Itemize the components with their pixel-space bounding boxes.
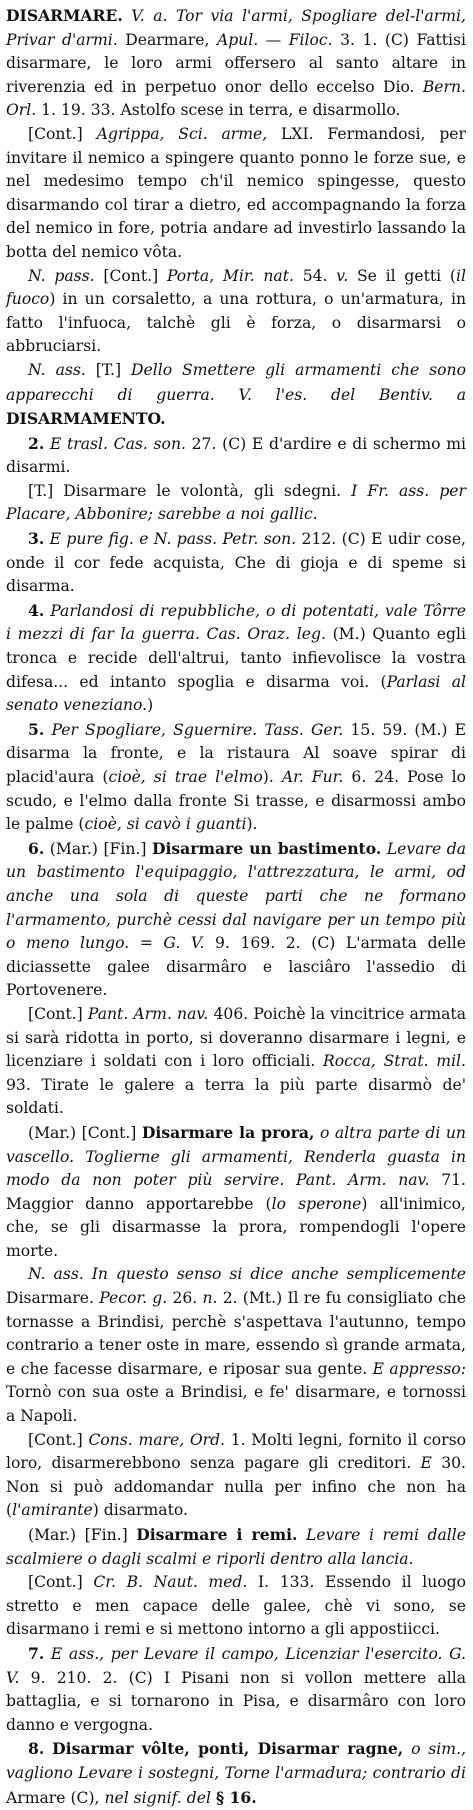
text-run: 1. Molti legni, fornito il corso loro, disarmerebbono senza pagare gli creditori.: [6, 1430, 467, 1473]
bold-text: DISARMAMENTO.: [6, 409, 166, 429]
italic-text: Levare da un bastimento l'equipaggio, l'attrezzatura, le armi, od anche una sola di queste parti che ne formano l'armamento, purchè cessi dal navigare per un tempo più o meno lungo. = G. V.: [6, 839, 466, 953]
entry-paragraph: [6, 432, 466, 480]
italic-text: l'amirante: [12, 1501, 93, 1520]
italic-text: cioè, si trae l'elmo: [108, 768, 263, 786]
italic-text: Agrippa, Sci. arme,: [96, 124, 268, 143]
bold-text: 5.: [28, 719, 45, 739]
entry-paragraph: [6, 1121, 466, 1264]
text-run: 26.: [167, 1289, 203, 1308]
italic-text: nel signif. del: [104, 1788, 211, 1807]
italic-text: E ass., per Levare il campo, Licenziar l'esercito. G. V.: [6, 1644, 466, 1687]
bold-text: 4.: [28, 600, 45, 620]
text-run: Tornò con sua oste a Brindisi, e fe' disarmare, e tornossi a Napoli.: [6, 1383, 466, 1426]
text-run: ) in un corsaletto, a una rottura, o un'armatura, in fatto l'infuoca, talchè gli è forza, o disarmarsi o abbruciarsi.: [6, 290, 466, 356]
italic-text: Bern. Orl.: [6, 77, 466, 120]
text-run: [Cont.]: [94, 266, 167, 285]
bold-text: 2.: [28, 433, 45, 453]
text-run: [123, 7, 131, 25]
italic-text: Pecor. g.: [99, 1289, 168, 1308]
text-run: ): [147, 696, 154, 715]
italic-text: Parlandosi di repubbliche, o di potentati, vale Tôrre i mezzi di far la guerra. Cas. Oraz. leg.: [6, 601, 466, 644]
italic-text: E pure fig. e N. pass. Petr. son.: [49, 530, 297, 549]
text-run: Dearmare,: [117, 30, 217, 49]
entry-paragraph: [6, 1523, 466, 1571]
dictionary-entry-disarmare: [6, 4, 466, 1810]
text-run: LXI. Fermandosi, per invitare il nemico a spingere quanto ponno le forze sue, e nel medesimo tempo ch'il nemico spingesse, questo disarmando col tirar a dietro, ed accompagnando la forza del nemico in fore, potria andare ad investirlo lassando la botta del nemico vôta.: [6, 124, 466, 261]
entry-paragraph: [6, 1642, 466, 1737]
italic-text: Ar. Fur.: [281, 768, 344, 786]
text-run: [44, 1645, 51, 1663]
text-run: ).: [262, 768, 282, 786]
text-run: [T.] Disarmare le volontà, gli sdegni.: [28, 481, 352, 500]
italic-text: cioè, si cavò i guanti: [84, 815, 247, 834]
entry-paragraph: [6, 599, 466, 718]
italic-text: Apul. — Filoc.: [216, 30, 333, 49]
text-run: [Cont.]: [28, 1573, 94, 1592]
italic-text: v.: [336, 266, 349, 285]
entry-paragraph: [6, 1737, 466, 1810]
text-run: [297, 1526, 306, 1544]
entry-paragraph: [6, 359, 466, 432]
entry-paragraph: [6, 527, 466, 599]
text-run: 3. 1. (C) Fattisi disarmare, le loro armi offersero al santo altare in riverenzia ed in perpetuo onor dello eccelso Dio.: [6, 30, 467, 96]
text-run: ) all'inimico, che, se gli disarmasse la prora, rompendogli l'opere morte.: [6, 1194, 466, 1260]
italic-text: Cr. B. Naut. med.: [93, 1573, 248, 1592]
text-run: 30. Non si può addomandar nulla per infino che non ha (: [6, 1454, 466, 1520]
bold-text: 7.: [28, 1643, 45, 1663]
italic-text: Parlasi al senato veneziano.: [6, 672, 466, 715]
italic-text: E appresso:: [372, 1359, 466, 1378]
text-run: [T.]: [85, 360, 131, 379]
text-run: Armare (C),: [6, 1788, 105, 1807]
italic-text: N. ass.: [28, 360, 86, 379]
italic-text: E: [420, 1454, 432, 1473]
text-run: 54.: [293, 266, 337, 285]
text-run: 15. 59. (M.) E disarma la fronte, e la ristaura Al soave spirar di placid'aura (: [6, 720, 467, 786]
italic-text: il fuoco: [6, 266, 467, 309]
italic-text: V. a. Tor via l'armi, Spogliare del-l'armi, Privar d'armi.: [6, 7, 466, 49]
entry-paragraph: [6, 123, 466, 265]
text-run: ).: [246, 815, 258, 834]
text-run: 93. Tirate le galere a terra la più parte disarmò de' soldati.: [6, 1075, 466, 1118]
entry-paragraph: [6, 4, 466, 123]
entry-paragraph: [6, 1429, 466, 1523]
entry-paragraph: [6, 265, 466, 359]
bold-text: 8.: [28, 1739, 45, 1759]
text-run: [Cont.]: [28, 124, 97, 143]
text-run: (Mar.) [Cont.]: [28, 1123, 142, 1142]
entry-paragraph: [6, 1003, 466, 1121]
entry-paragraph: [6, 1571, 466, 1642]
text-run: [Cont.]: [28, 1430, 89, 1449]
italic-text: E trasl. Cas. son.: [49, 434, 186, 453]
text-run: [44, 1740, 52, 1758]
bold-text: Disarmare la prora,: [141, 1122, 315, 1142]
bold-text: § 16.: [215, 1787, 257, 1807]
text-run: Disarmare.: [6, 1289, 100, 1308]
text-run: Se il getti (: [348, 266, 457, 285]
bold-text: 3.: [28, 529, 45, 549]
text-run: ) disarmato.: [92, 1501, 188, 1520]
italic-text: I Fr. ass. per Placare, Abbonire; sarebbe a noi gallic.: [6, 481, 466, 524]
entry-paragraph: [6, 1263, 466, 1428]
bold-text: DISARMARE.: [6, 6, 123, 25]
italic-text: Cons. mare, Ord.: [88, 1430, 226, 1449]
text-run: (Mar.) [Fin.]: [28, 1526, 137, 1544]
text-run: 6. 24. Pose lo scudo, e l'elmo dalla fronte Si trasse, e disarmossi ambo le palme (: [6, 768, 467, 834]
bold-text: Disarmar vôlte, ponti, Disarmar ragne,: [52, 1739, 404, 1759]
bold-text: Disarmare un bastimento.: [151, 838, 382, 858]
bold-text: Disarmare i remi.: [136, 1525, 298, 1544]
italic-text: N. ass. In questo senso si dice anche semplicemente: [28, 1265, 466, 1284]
text-run: 27. (C) E d'ardire e di schermo mi disarmi.: [6, 434, 466, 477]
italic-text: n.: [202, 1289, 218, 1308]
italic-text: Rocca, Strat. mil.: [323, 1052, 467, 1071]
italic-text: Porta, Mir. nat.: [166, 266, 294, 285]
italic-text: Dello Smettere gli armamenti che sono apparecchi di guerra. V. l'es. del Bentiv. a: [6, 360, 466, 404]
italic-text: o sim., vagliono Levare i sostegni, Torne l'armadura; contrario di: [6, 1740, 466, 1782]
entry-paragraph: [6, 837, 466, 1003]
text-run: 2. (Mt.) Il re fu consigliato che tornasse a Brindisi, perchè s'aspettava l'autunno, tempo contrario a tener oste in mare, essendo sì grande armata, e che facesse disarmare, e riposar sua gente.: [6, 1289, 466, 1378]
text-run: I. 133. Essendo il luogo stretto e men capace delle galee, chè vi sono, se disarmano i remi e si mettono intorno a gli appostiicci.: [6, 1573, 467, 1639]
entry-paragraph: [6, 480, 466, 527]
text-run: [403, 1740, 411, 1758]
italic-text: N. pass.: [28, 266, 95, 285]
text-run: 9. 210. 2. (C) I Pisani non si vollon mettere alla battaglia, e si tornarono in Pisa, e disarmâro con loro danno e vergogna.: [6, 1668, 466, 1734]
text-run: (M.) Quanto egli tronca e recide dell'altrui, tanto infievolisce la vostra difesa... ed intanto spoglia e disarma voi. (: [6, 625, 466, 691]
italic-text: Per Spogliare, Sguernire. Tass. Ger.: [51, 720, 344, 739]
italic-text: Levare i remi dalle scalmiere o dagli scalmi e riporli dentro alla lancia.: [6, 1526, 466, 1568]
text-run: 1. 19. 33. Astolfo scese in terra, e disarmollo.: [36, 101, 401, 120]
text-run: (Mar.) [Fin.]: [44, 839, 152, 858]
text-run: 71. Maggior danno apportarebbe (: [6, 1171, 466, 1213]
italic-text: o altra parte di un vascello. Toglierne gli armamenti, Renderla guasta in modo da non poter più servire. Pant. Arm. nav.: [6, 1123, 466, 1190]
text-run: 9. 169. 2. (C) L'armata delle diciassette galee disarmâro e lasciâro l'assedio di Portovenere.: [6, 934, 466, 1000]
bold-text: 6.: [28, 838, 45, 858]
entry-paragraph: [6, 718, 466, 837]
italic-text: lo sperone: [271, 1194, 362, 1213]
text-run: [Cont.]: [28, 1004, 88, 1023]
text-run: 406. Poichè la vincitrice armata si sarà ridotta in porto, si doveranno disarmare i legni, e licenziare i soldati con i loro officiali.: [6, 1004, 466, 1071]
text-run: 212. (C) E udir cose, onde il cor fede acquista, Che di gioja e di speme si disarma.: [6, 530, 466, 596]
italic-text: Pant. Arm. nav.: [87, 1004, 209, 1023]
